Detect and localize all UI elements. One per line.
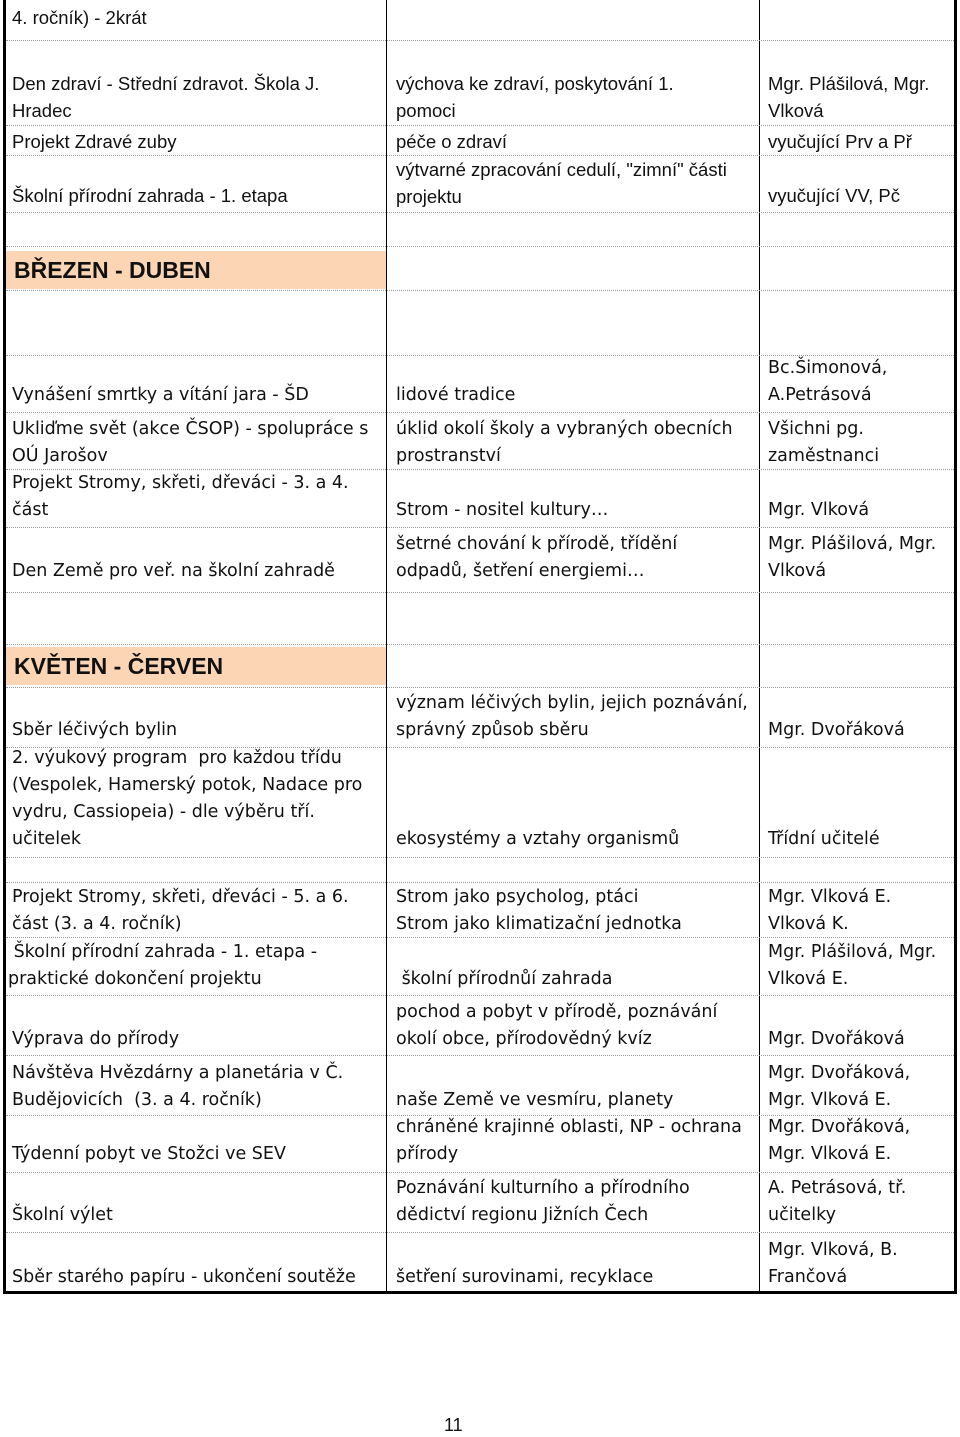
row-divider — [6, 592, 954, 593]
row-divider — [6, 882, 954, 883]
event-cell: Sběr léčivých bylin — [12, 720, 178, 740]
page-number: 11 — [444, 1415, 463, 1435]
topic-cell: výchova ke zdraví, poskytování 1. pomoci — [396, 73, 674, 121]
event-cell: Sběr starého papíru - ukončení soutěže — [12, 1267, 356, 1287]
topic-cell: chráněné krajinné oblasti, NP - ochrana přírody — [396, 1117, 742, 1164]
row-divider — [6, 290, 954, 291]
responsible-cell: Mgr. Dvořáková, Mgr. Vlková E. — [768, 1117, 911, 1164]
responsible-cell: Mgr. Dvořáková — [768, 1029, 905, 1049]
row-divider — [6, 212, 954, 213]
responsible-cell: Mgr. Vlková E. Vlková K. — [768, 887, 892, 934]
event-cell: Vynášení smrtky a vítání jara - ŠD — [12, 385, 309, 405]
topic-cell: školní přírodnůí zahrada — [396, 969, 613, 989]
event-cell: Týdenní pobyt ve Stožci ve SEV — [12, 1144, 286, 1164]
row-divider — [6, 527, 954, 528]
responsible-cell: vyučující Prv a Př — [768, 131, 912, 152]
responsible-cell: Mgr. Vlková — [768, 500, 870, 520]
topic-cell: ekosystémy a vztahy organismů — [396, 829, 680, 849]
event-cell: 4. ročník) - 2krát — [12, 7, 147, 28]
row-divider — [6, 40, 954, 41]
table-border-bottom — [3, 1291, 957, 1294]
event-cell: Den Země pro veř. na školní zahradě — [12, 561, 335, 581]
event-cell: Výprava do přírody — [12, 1029, 180, 1049]
row-divider — [6, 412, 954, 413]
row-divider — [6, 1055, 954, 1056]
responsible-cell: Bc.Šimonová, A.Petrásová — [768, 358, 888, 405]
row-divider — [6, 857, 954, 858]
event-cell: Den zdraví - Střední zdravot. Škola J. Hradec — [12, 73, 320, 121]
row-divider — [6, 644, 954, 645]
topic-cell: naše Země ve vesmíru, planety — [396, 1090, 674, 1110]
responsible-cell: Mgr. Plášilová, Mgr. Vlková E. — [768, 942, 937, 989]
topic-cell: Strom jako psycholog, ptáci Strom jako klimatizační jednotka — [396, 887, 682, 934]
responsible-cell: Mgr. Dvořáková, Mgr. Vlková E. — [768, 1063, 911, 1110]
event-cell: Projekt Stromy, skřeti, dřeváci - 5. a 6. část (3. a 4. ročník) — [12, 887, 349, 934]
topic-cell: péče o zdraví — [396, 131, 508, 152]
responsible-cell: Třídní učitelé — [768, 829, 880, 849]
event-cell: Projekt Stromy, skřeti, dřeváci - 3. a 4. část — [12, 473, 349, 520]
responsible-cell: A. Petrásová, tř. učitelky — [768, 1178, 907, 1225]
event-cell: Školní výlet — [12, 1205, 113, 1225]
topic-cell: šetrné chování k přírodě, třídění odpadů, šetření energiemi… — [396, 534, 678, 581]
row-divider — [6, 1232, 954, 1233]
topic-cell: pochod a pobyt v přírodě, poznávání okolí obce, přírodovědný kvíz — [396, 1002, 718, 1049]
row-divider — [6, 995, 954, 996]
row-divider — [6, 125, 954, 126]
responsible-cell: vyučující VV, Pč — [768, 185, 900, 206]
event-cell: Projekt Zdravé zuby — [12, 131, 177, 152]
event-cell: Návštěva Hvězdárny a planetária v Č. Budějovicích (3. a 4. ročník) — [12, 1063, 344, 1110]
column-divider-1 — [386, 0, 387, 1292]
event-cell: Ukliďme svět (akce ČSOP) - spolupráce s OÚ Jarošov — [12, 419, 369, 466]
section-heading-spring: BŘEZEN - DUBEN — [6, 251, 386, 289]
topic-cell: výtvarné zpracování cedulí, "zimní" části projektu — [396, 159, 727, 207]
event-cell: Školní přírodní zahrada - 1. etapa - praktické dokončení projektu — [8, 942, 318, 989]
responsible-cell: Mgr. Dvořáková — [768, 720, 905, 740]
responsible-cell: Mgr. Plášilová, Mgr. Vlková — [768, 73, 930, 121]
topic-cell: význam léčivých bylin, jejich poznávání, správný způsob sběru — [396, 693, 748, 740]
responsible-cell: Všichni pg. zaměstnanci — [768, 419, 880, 466]
responsible-cell: Mgr. Plášilová, Mgr. Vlková — [768, 534, 937, 581]
topic-cell: lidové tradice — [396, 385, 516, 405]
event-cell: 2. výukový program pro každou třídu (Vespolek, Hamerský potok, Nadace pro vydru, Cassiopeia) - dle výběru tří. učitelek — [12, 748, 363, 849]
section-heading-summer: KVĚTEN - ČERVEN — [6, 647, 386, 685]
topic-cell: šetření surovinami, recyklace — [396, 1267, 654, 1287]
row-divider — [6, 246, 954, 247]
topic-cell: Poznávání kulturního a přírodního dědictví regionu Jižních Čech — [396, 1178, 690, 1225]
column-divider-2 — [759, 0, 760, 1292]
topic-cell: Strom - nositel kultury… — [396, 500, 609, 520]
responsible-cell: Mgr. Vlková, B. Frančová — [768, 1240, 898, 1287]
row-divider — [6, 687, 954, 688]
topic-cell: úklid okolí školy a vybraných obecních prostranství — [396, 419, 733, 466]
table-border-right — [954, 0, 957, 1294]
row-divider — [6, 1172, 954, 1173]
event-cell: Školní přírodní zahrada - 1. etapa — [12, 185, 288, 206]
